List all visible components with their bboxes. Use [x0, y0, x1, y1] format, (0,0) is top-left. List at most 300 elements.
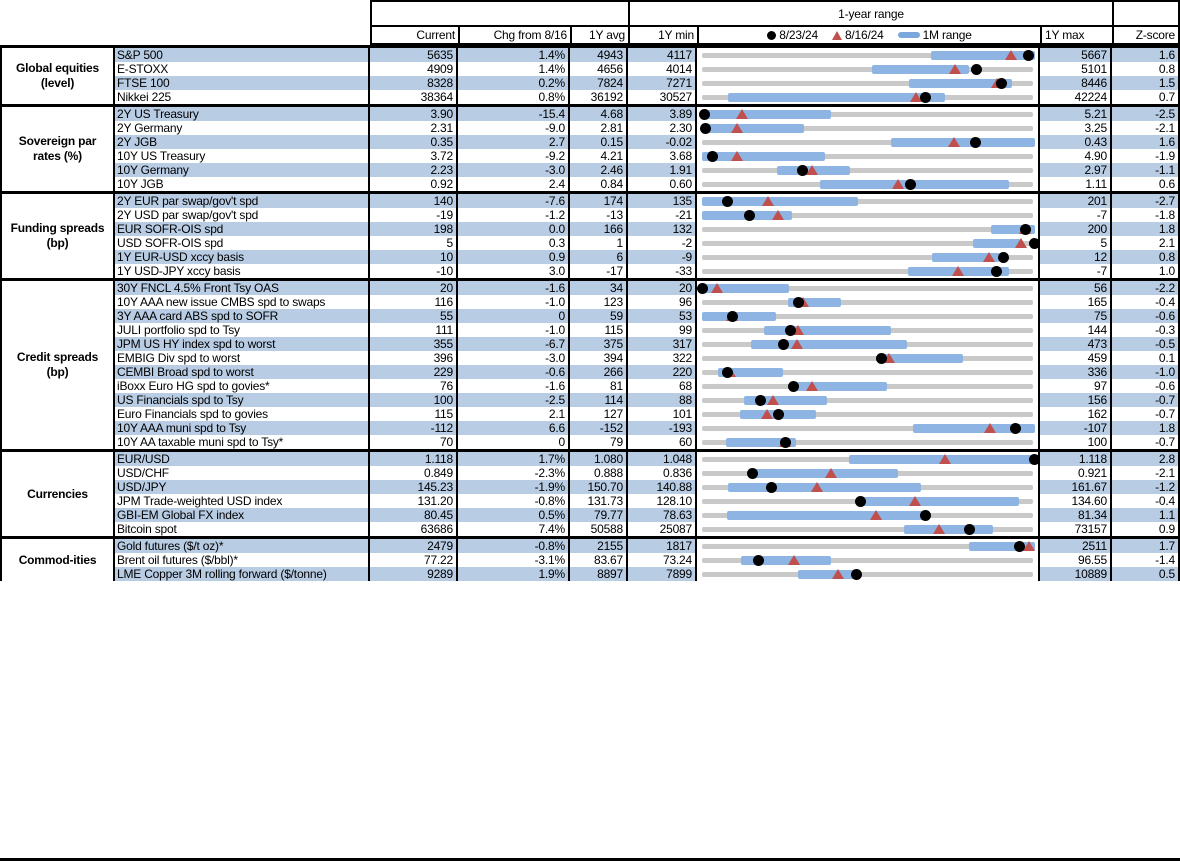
cell-chg: 2.4: [458, 177, 570, 191]
cell-z: 0.8: [1112, 62, 1180, 76]
cell-min: 317: [628, 337, 697, 351]
range-track: [702, 227, 1033, 232]
cell-max: 161.67: [1040, 480, 1112, 494]
range-title-cell: [628, 0, 1112, 27]
range-chart-cell: [697, 567, 1040, 581]
cell-chg: -0.6: [458, 365, 570, 379]
cell-chg: -1.6: [458, 379, 570, 393]
cell-min: 53: [628, 309, 697, 323]
table-row: [115, 539, 1180, 553]
metric-label: 10Y Germany: [115, 163, 370, 177]
header-empty-cell-right: [1112, 0, 1180, 27]
marker-prev-triangle: [832, 569, 844, 579]
marker-current-dot: [1029, 454, 1040, 465]
marker-prev-triangle: [711, 283, 723, 293]
cell-current: 5635: [370, 48, 458, 62]
cell-min: 96: [628, 295, 697, 309]
header-spacer-left2: [0, 27, 370, 45]
cell-current: 115: [370, 407, 458, 421]
cell-avg: 166: [570, 222, 628, 236]
legend-label-prev: 8/16/24: [844, 28, 884, 42]
table-row: [115, 135, 1180, 149]
metric-label: 10Y AAA new issue CMBS spd to swaps: [115, 295, 370, 309]
metric-label: S&P 500: [115, 48, 370, 62]
cell-avg: 6: [570, 250, 628, 264]
table-section: [0, 278, 1180, 449]
range-bar-1m: [728, 483, 921, 492]
marker-prev-triangle: [983, 252, 995, 262]
section-rows: [115, 539, 1180, 581]
range-chart-cell: [697, 163, 1040, 177]
cell-max: 165: [1040, 295, 1112, 309]
metric-label: GBI-EM Global FX index: [115, 508, 370, 522]
cell-z: -0.4: [1112, 494, 1180, 508]
cell-min: 30527: [628, 90, 697, 104]
metric-label: 3Y AAA card ABS spd to SOFR: [115, 309, 370, 323]
cell-z: 1.7: [1112, 539, 1180, 553]
cell-chg: 0.2%: [458, 76, 570, 90]
marker-prev-triangle: [892, 179, 904, 189]
marker-prev-triangle: [811, 482, 823, 492]
range-track: [702, 300, 1033, 305]
cell-max: 96.55: [1040, 553, 1112, 567]
cell-chg: -9.0: [458, 121, 570, 135]
cell-min: 3.68: [628, 149, 697, 163]
cell-z: -1.2: [1112, 480, 1180, 494]
marker-current-dot: [920, 92, 931, 103]
marker-current-dot: [773, 409, 784, 420]
range-bar-1m: [702, 312, 776, 321]
marker-prev-triangle: [949, 64, 961, 74]
marker-prev-triangle: [933, 524, 945, 534]
table-row: [115, 309, 1180, 323]
metric-label: Bitcoin spot: [115, 522, 370, 536]
cell-z: -0.3: [1112, 323, 1180, 337]
cell-avg: 83.67: [570, 553, 628, 567]
cell-avg: 375: [570, 337, 628, 351]
cell-max: 0.921: [1040, 466, 1112, 480]
cell-min: 2.30: [628, 121, 697, 135]
cell-min: -9: [628, 250, 697, 264]
cell-z: -1.9: [1112, 149, 1180, 163]
cell-current: 229: [370, 365, 458, 379]
cell-avg: 7824: [570, 76, 628, 90]
cell-chg: 1.9%: [458, 567, 570, 581]
cell-min: 322: [628, 351, 697, 365]
table-row: [115, 208, 1180, 222]
cell-max: -7: [1040, 264, 1112, 278]
marker-current-dot: [964, 524, 975, 535]
marker-current-dot: [744, 210, 755, 221]
cell-avg: 1.080: [570, 452, 628, 466]
metric-label: USD/JPY: [115, 480, 370, 494]
cell-max: 144: [1040, 323, 1112, 337]
cell-min: 7271: [628, 76, 697, 90]
cell-max: -107: [1040, 421, 1112, 435]
table-row: [115, 163, 1180, 177]
cell-avg: 36192: [570, 90, 628, 104]
marker-current-dot: [1020, 224, 1031, 235]
section-rows: [115, 452, 1180, 536]
category-label: Commod-ities: [0, 539, 115, 581]
range-chart-cell: [697, 177, 1040, 191]
metric-label: 2Y Germany: [115, 121, 370, 135]
marker-current-dot: [699, 109, 710, 120]
cell-z: 0.1: [1112, 351, 1180, 365]
marker-current-dot: [707, 151, 718, 162]
metric-label: US Financials spd to Tsy: [115, 393, 370, 407]
cell-max: 5: [1040, 236, 1112, 250]
cell-z: 0.7: [1112, 90, 1180, 104]
cell-max: 8446: [1040, 76, 1112, 90]
metric-label: EUR/USD: [115, 452, 370, 466]
cell-z: 0.8: [1112, 250, 1180, 264]
cell-avg: 114: [570, 393, 628, 407]
marker-prev-triangle: [870, 510, 882, 520]
cell-avg: 4.21: [570, 149, 628, 163]
table-section: [0, 536, 1180, 581]
cell-avg: 115: [570, 323, 628, 337]
marker-current-dot: [851, 569, 862, 580]
range-chart-cell: [697, 281, 1040, 295]
range-chart-cell: [697, 522, 1040, 536]
metric-label: JULI portfolio spd to Tsy: [115, 323, 370, 337]
table-row: [115, 494, 1180, 508]
cell-current: 198: [370, 222, 458, 236]
metric-label: 30Y FNCL 4.5% Front Tsy OAS: [115, 281, 370, 295]
cell-avg: 0.888: [570, 466, 628, 480]
cell-chg: 0.5%: [458, 508, 570, 522]
range-chart-cell: [697, 236, 1040, 250]
range-chart-cell: [697, 407, 1040, 421]
cell-current: 2.31: [370, 121, 458, 135]
prev-triangle-icon: [832, 31, 842, 40]
range-bar-icon: [898, 32, 920, 38]
cell-current: 116: [370, 295, 458, 309]
column-header-current: Current: [370, 27, 458, 45]
cell-z: -1.4: [1112, 553, 1180, 567]
section-rows: [115, 194, 1180, 278]
marker-current-dot: [1023, 50, 1034, 61]
cell-avg: -17: [570, 264, 628, 278]
cell-max: 97: [1040, 379, 1112, 393]
cell-chg: -0.8%: [458, 539, 570, 553]
marker-current-dot: [780, 437, 791, 448]
marker-current-dot: [996, 78, 1007, 89]
cell-chg: -2.3%: [458, 466, 570, 480]
cell-avg: 2.81: [570, 121, 628, 135]
marker-prev-triangle: [952, 266, 964, 276]
cell-max: 0.43: [1040, 135, 1112, 149]
marker-current-dot: [697, 283, 708, 294]
cell-min: 1817: [628, 539, 697, 553]
range-bar-1m: [702, 124, 804, 133]
table-row: [115, 379, 1180, 393]
range-chart-cell: [697, 323, 1040, 337]
range-chart-cell: [697, 222, 1040, 236]
header-empty-cell: [370, 0, 628, 27]
cell-min: 1.91: [628, 163, 697, 177]
cell-max: 5101: [1040, 62, 1112, 76]
marker-prev-triangle: [767, 395, 779, 405]
range-chart-cell: [697, 421, 1040, 435]
legend-item-prev: [832, 28, 884, 42]
cell-max: 5667: [1040, 48, 1112, 62]
cell-current: 38364: [370, 90, 458, 104]
marker-current-dot: [788, 381, 799, 392]
range-chart-cell: [697, 435, 1040, 449]
category-label: Funding spreads (bp): [0, 194, 115, 278]
range-chart-cell: [697, 539, 1040, 553]
cell-chg: 1.4%: [458, 48, 570, 62]
cell-avg: 174: [570, 194, 628, 208]
cell-current: -112: [370, 421, 458, 435]
cell-chg: 0.3: [458, 236, 570, 250]
legend-label-current: 8/23/24: [779, 28, 818, 42]
cell-avg: 127: [570, 407, 628, 421]
range-title: 1-year range: [838, 6, 904, 21]
cell-avg: 0.84: [570, 177, 628, 191]
column-header-1y-avg: 1Y avg: [570, 27, 628, 45]
cell-current: 70: [370, 435, 458, 449]
metric-label: 2Y EUR par swap/gov't spd: [115, 194, 370, 208]
table-row: [115, 62, 1180, 76]
cell-current: 0.849: [370, 466, 458, 480]
cell-max: 201: [1040, 194, 1112, 208]
cell-z: 1.0: [1112, 264, 1180, 278]
cell-max: 73157: [1040, 522, 1112, 536]
cell-current: 8328: [370, 76, 458, 90]
cell-min: 0.60: [628, 177, 697, 191]
cell-z: 0.9: [1112, 522, 1180, 536]
cell-current: 145.23: [370, 480, 458, 494]
cell-max: 100: [1040, 435, 1112, 449]
range-chart-cell: [697, 250, 1040, 264]
metric-label: 1Y EUR-USD xccy basis: [115, 250, 370, 264]
cell-min: 135: [628, 194, 697, 208]
cell-chg: 0.0: [458, 222, 570, 236]
marker-current-dot: [998, 252, 1009, 263]
range-bar-1m: [904, 525, 993, 534]
category-label: Credit spreads (bp): [0, 281, 115, 449]
cell-z: 1.1: [1112, 508, 1180, 522]
metric-label: JPM Trade-weighted USD index: [115, 494, 370, 508]
marker-current-dot: [747, 468, 758, 479]
table-section: [0, 191, 1180, 278]
metric-label: Euro Financials spd to govies: [115, 407, 370, 421]
range-chart-cell: [697, 309, 1040, 323]
cell-min: 101: [628, 407, 697, 421]
cell-min: -0.02: [628, 135, 697, 149]
table-row: [115, 466, 1180, 480]
table-row: [115, 121, 1180, 135]
cell-chg: 0.8%: [458, 90, 570, 104]
range-chart-cell: [697, 295, 1040, 309]
table-section: [0, 48, 1180, 104]
range-chart-cell: [697, 480, 1040, 494]
marker-current-dot: [785, 325, 796, 336]
cell-min: 88: [628, 393, 697, 407]
range-bar-1m: [931, 51, 1035, 60]
cell-max: 2511: [1040, 539, 1112, 553]
range-chart-cell: [697, 194, 1040, 208]
range-chart-cell: [697, 135, 1040, 149]
cell-current: 20: [370, 281, 458, 295]
cell-max: 473: [1040, 337, 1112, 351]
cell-avg: 150.70: [570, 480, 628, 494]
cell-avg: 8897: [570, 567, 628, 581]
range-legend-cell: [697, 27, 1040, 45]
cell-current: 0.35: [370, 135, 458, 149]
table-row: [115, 337, 1180, 351]
cell-max: 4.90: [1040, 149, 1112, 163]
table-row: [115, 107, 1180, 121]
cell-max: 5.21: [1040, 107, 1112, 121]
marker-current-dot: [905, 179, 916, 190]
cell-chg: -0.8%: [458, 494, 570, 508]
cell-z: 0.5: [1112, 567, 1180, 581]
cell-min: -2: [628, 236, 697, 250]
table-row: [115, 281, 1180, 295]
cell-current: 76: [370, 379, 458, 393]
cell-min: 73.24: [628, 553, 697, 567]
marker-prev-triangle: [1023, 541, 1035, 551]
cell-max: 1.11: [1040, 177, 1112, 191]
range-legend: [767, 28, 971, 42]
cell-z: -0.7: [1112, 407, 1180, 421]
marker-prev-triangle: [772, 210, 784, 220]
metric-label: iBoxx Euro HG spd to govies*: [115, 379, 370, 393]
marker-current-dot: [971, 64, 982, 75]
cell-avg: 1: [570, 236, 628, 250]
cell-min: 220: [628, 365, 697, 379]
cell-min: 132: [628, 222, 697, 236]
cell-z: -2.1: [1112, 121, 1180, 135]
marker-current-dot: [855, 496, 866, 507]
metric-label: 10Y AAA muni spd to Tsy: [115, 421, 370, 435]
metric-label: LME Copper 3M rolling forward ($/tonne): [115, 567, 370, 581]
table-row: [115, 567, 1180, 581]
cell-avg: 4656: [570, 62, 628, 76]
range-bar-1m: [702, 110, 831, 119]
cell-avg: 2.46: [570, 163, 628, 177]
cell-z: -0.4: [1112, 295, 1180, 309]
metric-label: 1Y USD-JPY xccy basis: [115, 264, 370, 278]
marker-prev-triangle: [736, 109, 748, 119]
cell-max: 2.97: [1040, 163, 1112, 177]
cell-min: -193: [628, 421, 697, 435]
cell-max: 75: [1040, 309, 1112, 323]
legend-item-1m-range: [898, 28, 972, 42]
marker-prev-triangle: [1015, 238, 1027, 248]
column-header-z-score: Z-score: [1112, 27, 1180, 45]
table-row: [115, 250, 1180, 264]
cell-current: -19: [370, 208, 458, 222]
marker-prev-triangle: [984, 423, 996, 433]
range-track: [702, 67, 1033, 72]
marker-current-dot: [970, 137, 981, 148]
marker-prev-triangle: [1005, 50, 1017, 60]
cell-avg: 131.73: [570, 494, 628, 508]
cell-max: 42224: [1040, 90, 1112, 104]
metric-label: 10Y JGB: [115, 177, 370, 191]
table-row: [115, 351, 1180, 365]
section-rows: [115, 48, 1180, 104]
range-chart-cell: [697, 264, 1040, 278]
cell-chg: 0: [458, 309, 570, 323]
cell-chg: -1.0: [458, 295, 570, 309]
cell-chg: -3.0: [458, 163, 570, 177]
header-row-range: [0, 0, 1180, 27]
cell-current: 2.23: [370, 163, 458, 177]
cell-avg: 81: [570, 379, 628, 393]
range-chart-cell: [697, 452, 1040, 466]
cell-z: 1.5: [1112, 76, 1180, 90]
section-rows: [115, 281, 1180, 449]
marker-current-dot: [797, 165, 808, 176]
cell-max: 56: [1040, 281, 1112, 295]
table-row: [115, 407, 1180, 421]
cell-chg: 0.9: [458, 250, 570, 264]
column-header-1y-max: 1Y max: [1040, 27, 1112, 45]
cell-z: -0.7: [1112, 435, 1180, 449]
cell-current: 111: [370, 323, 458, 337]
cell-z: -2.1: [1112, 466, 1180, 480]
metric-label: JPM US HY index spd to worst: [115, 337, 370, 351]
cell-max: 12: [1040, 250, 1112, 264]
cell-z: -0.7: [1112, 393, 1180, 407]
range-chart-cell: [697, 393, 1040, 407]
cell-min: 140.88: [628, 480, 697, 494]
table-section: [0, 449, 1180, 536]
range-chart-cell: [697, 90, 1040, 104]
table-row: [115, 365, 1180, 379]
marker-prev-triangle: [825, 468, 837, 478]
cell-chg: 1.7%: [458, 452, 570, 466]
metric-label: 2Y USD par swap/gov't spd: [115, 208, 370, 222]
range-bar-1m: [727, 511, 925, 520]
marker-prev-triangle: [939, 454, 951, 464]
cell-min: -21: [628, 208, 697, 222]
marker-current-dot: [753, 555, 764, 566]
cell-min: 68: [628, 379, 697, 393]
cell-max: 336: [1040, 365, 1112, 379]
table-body: [0, 45, 1180, 861]
marker-current-dot: [1010, 423, 1021, 434]
cell-current: 5: [370, 236, 458, 250]
cell-current: 100: [370, 393, 458, 407]
table-row: [115, 522, 1180, 536]
range-chart-cell: [697, 351, 1040, 365]
marker-current-dot: [991, 266, 1002, 277]
cell-max: 459: [1040, 351, 1112, 365]
cell-z: -0.5: [1112, 337, 1180, 351]
range-chart-cell: [697, 508, 1040, 522]
cell-chg: 6.6: [458, 421, 570, 435]
cell-chg: -9.2: [458, 149, 570, 163]
table-row: [115, 480, 1180, 494]
cell-current: 396: [370, 351, 458, 365]
cell-current: 140: [370, 194, 458, 208]
cell-current: 4909: [370, 62, 458, 76]
range-chart-cell: [697, 208, 1040, 222]
cell-min: 0.836: [628, 466, 697, 480]
cell-z: -2.2: [1112, 281, 1180, 295]
category-label: Currencies: [0, 452, 115, 536]
marker-current-dot: [876, 353, 887, 364]
table-row: [115, 76, 1180, 90]
range-track: [702, 572, 1033, 577]
